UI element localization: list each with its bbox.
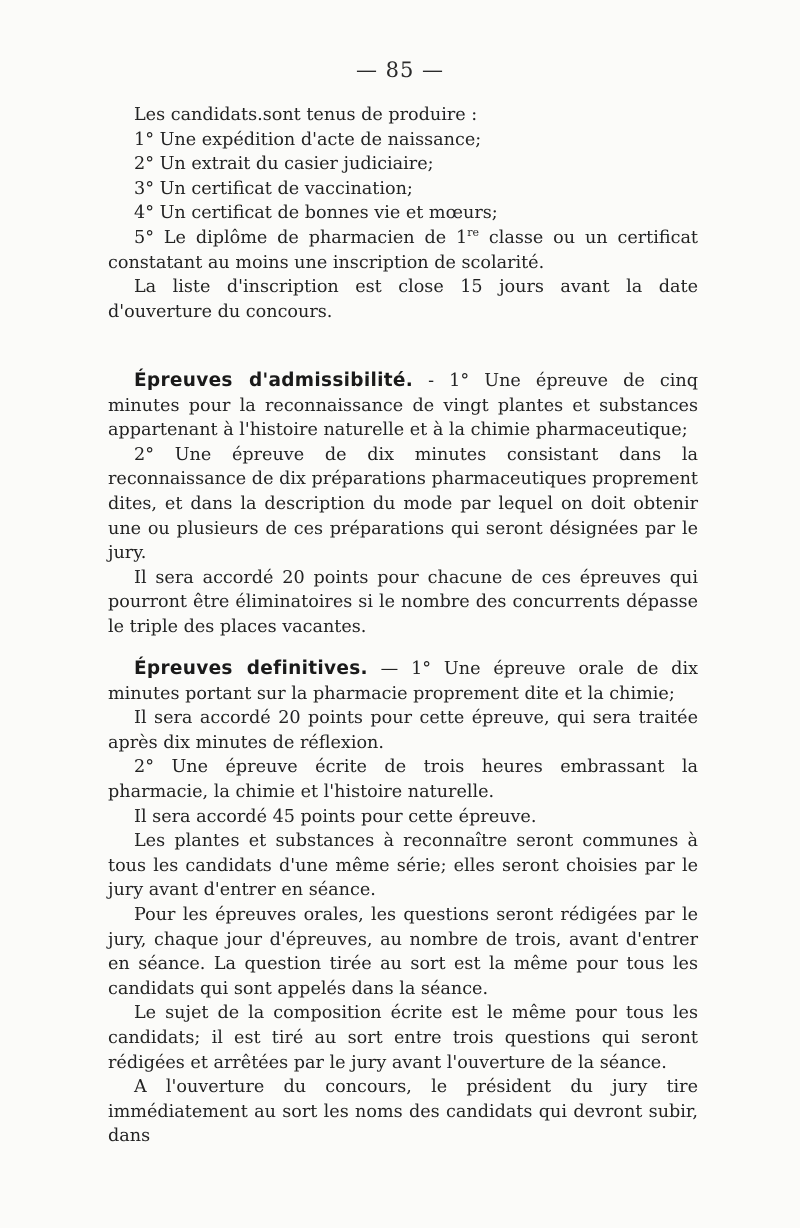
item5-text-end: classe ou un certificat constatant au moins une inscription de scolarité. <box>108 227 699 273</box>
paragraph: Les candidats.sont tenus de produire : <box>134 105 478 125</box>
paragraph: Le sujet de la composition écrite est le même pour tous les candidats; il est tiré au sort entre trois questions qui seront rédigées et arrêtées par le jury avant l'ouverture de la séance. <box>108 1003 698 1073</box>
paragraph <box>108 369 698 443</box>
section-candidats <box>108 103 698 324</box>
paragraph: Il sera accordé 20 points pour cette épreuve, qui sera traitée après dix minutes de réflexion. <box>108 708 698 753</box>
list-item: 3° Un certificat de vaccination; <box>134 178 413 199</box>
paragraph: Il sera accordé 20 points pour chacune de ces épreuves qui pourront être éliminatoires si le nombre des concurrents dépasse le triple des places vacantes. <box>108 567 698 637</box>
list-item: 4° Un certificat de bonnes vie et mœurs; <box>134 203 498 224</box>
page-number: — 85 — <box>355 58 445 82</box>
superscript-re: re <box>467 226 479 240</box>
paragraph: A l'ouverture du concours, le président du jury tire immédiatement au sort les noms des candidats qui devront subir, dans <box>108 1077 698 1147</box>
section-heading: Épreuves definitives. <box>134 658 368 679</box>
paragraph: 2° Une épreuve écrite de trois heures embrassant la pharmacie, la chimie et l'histoire naturelle. <box>108 757 698 802</box>
section-admissibilite <box>108 369 698 640</box>
item5-text-start: 5° Le diplôme de pharmacien de 1 <box>134 227 468 248</box>
heading-continuation: — 1° Une épreuve orale de dix minutes portant sur la pharmacie proprement dite et la chimie; <box>108 659 698 704</box>
paragraph: La liste d'inscription est close 15 jours avant la date d'ouverture du concours. <box>108 277 698 322</box>
paragraph: Pour les épreuves orales, les questions seront rédigées par le jury, chaque jour d'épreuves, au nombre de trois, avant d'entrer en séance. La question tirée au sort est la même pour tous les candidats qui sont appelés dans la séance. <box>108 904 698 999</box>
section-heading: Épreuves d'admissibilité. <box>134 370 414 391</box>
list-item <box>108 226 698 275</box>
heading-continuation: - 1° Une épreuve de cinq minutes pour la reconnaissance de vingt plantes et substances appartenant à l'histoire naturelle et à la chimie pharmaceutique; <box>108 371 698 441</box>
paragraph: Les plantes et substances à reconnaître seront communes à tous les candidats d'une même série; elles seront choisies par le jury avant d'entrer en séance. <box>108 831 698 901</box>
paragraph: Il sera accordé 45 points pour cette épreuve. <box>134 806 537 827</box>
list-item: 1° Une expédition d'acte de naissance; <box>134 129 482 150</box>
paragraph: 2° Une épreuve de dix minutes consistant dans la reconnaissance de dix préparations pharmaceutiques proprement dites, et dans la description du mode par lequel on doit obtenir une ou plusieurs de ces préparations qui seront désignées par le jury. <box>108 444 698 564</box>
paragraph <box>108 657 698 706</box>
section-definitives <box>108 657 698 1149</box>
list-item: 2° Un extrait du casier judiciaire; <box>134 154 434 175</box>
